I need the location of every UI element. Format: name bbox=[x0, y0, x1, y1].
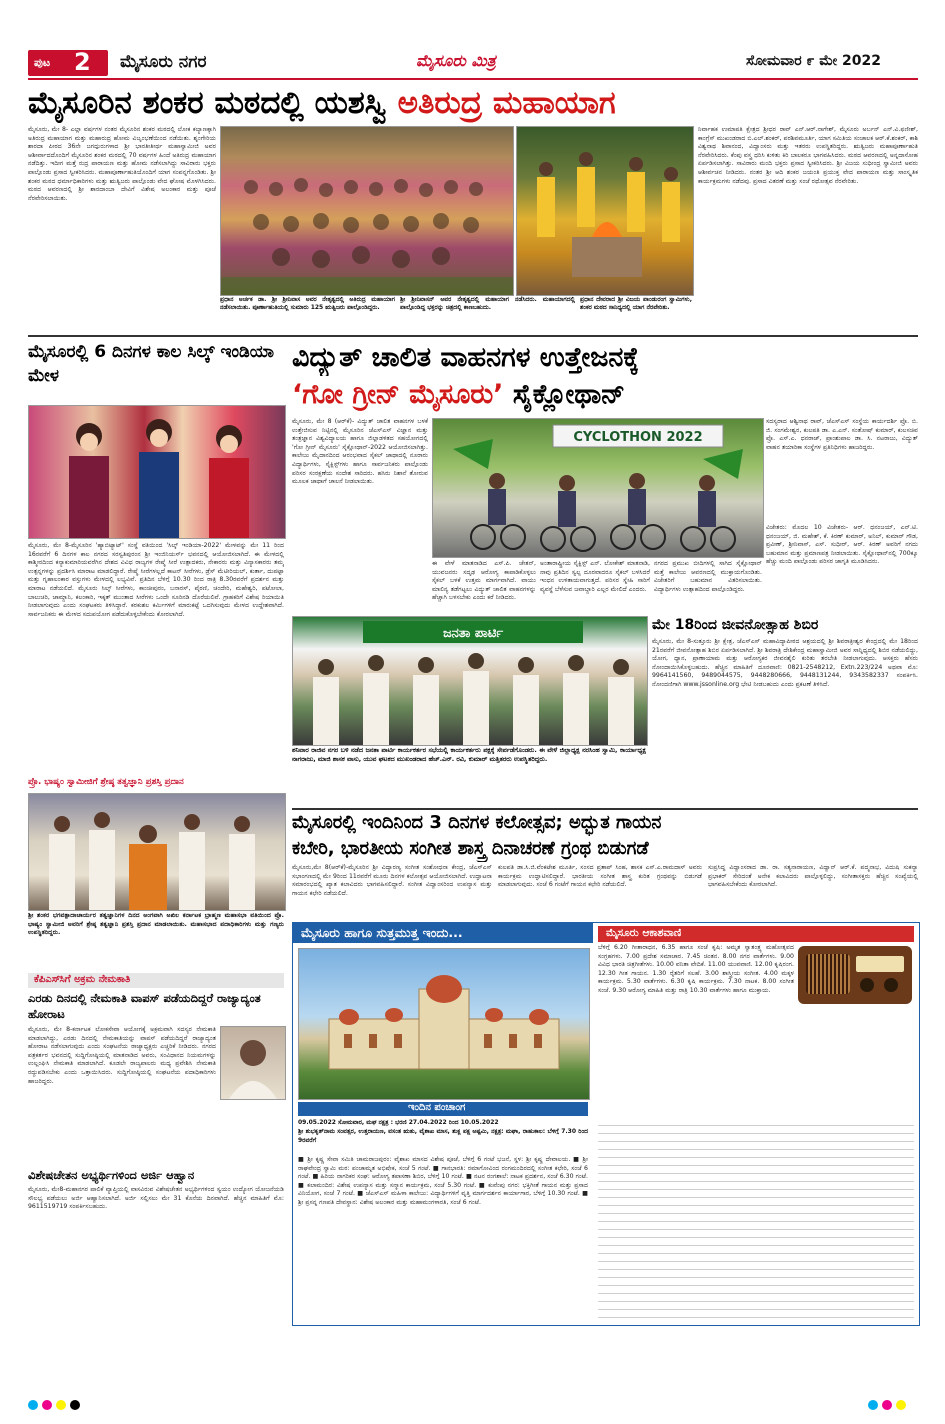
cyclo-headline-1: ವಿದ್ಯುತ್ ಚಾಲಿತ ವಾಹನಗಳ ಉತ್ತೇಜನಕ್ಕೆ bbox=[292, 342, 640, 373]
lead-headline-red: ಅತಿರುದ್ರ ಮಹಾಯಾಗ bbox=[397, 85, 616, 121]
lead-caption-2: ಶ್ರೀ ಶ್ರೀನಿವಾಸನ್ ಅವರ ನೇತೃತ್ವದಲ್ಲಿ ಮಹಾಯಾಗ ನಡೆಸಿದರು. ಮಹಾಯಾಗದಲ್ಲಿ ಪಾಲ್ಗೊಂಡಿದ್ದ ಭಕ್ತರನ್ನು ಚಿತ್ರದಲ್ಲಿ ಕಾಣಬಹುದು. bbox=[400, 296, 575, 312]
cyclists-illustration bbox=[433, 419, 763, 557]
homa-illustration bbox=[517, 127, 693, 295]
radio-speaker bbox=[806, 954, 850, 994]
akashvani-bar bbox=[598, 926, 914, 942]
kps-subhead: ವಿಶೇಷಚೇತನ ಅಭ್ಯರ್ಥಿಗಳಿಂದ ಅರ್ಜಿ ಆಹ್ವಾನ bbox=[28, 1168, 195, 1182]
cyclo-body-mid3: ನಗರದ ಪ್ರಮುಖ ಬೀದಿಗಳಲ್ಲಿ ಸಾಗಿದ ಸೈಕ್ಲೋಥಾನ್ ಮತ್ತೆ ಕಾಲೇಜು ಆವರಣದಲ್ಲಿ ಮುಕ್ತಾಯಗೊಂಡಿತು. ವಿಜೇತರಿಗೆ ಬಹುಮಾನ ವಿತರಿಸಲಾಯಿತು. ವಿದ್ಯಾರ್ಥಿಗಳು ಉತ್ಸಾಹದಿಂದ ಪಾಲ್ಗೊಂಡಿದ್ದರು. bbox=[654, 560, 762, 593]
panchanga-line2: ಶ್ರೀ ಶುಭಕೃತ್‌ನಾಮ ಸಂವತ್ಸರ, ಉತ್ತರಾಯಣ, ವಸಂತ ಋತು, ವೈಶಾಖ ಮಾಸ, ಶುಕ್ಲ ಪಕ್ಷ ಅಷ್ಟಮಿ, ನಕ್ಷತ್ರ: ಮಘಾ, ರಾಹುಕಾಲ: ಬೆಳಿಗ್ಗೆ 7.30 ರಿಂದ 9ರವರೆಗೆ bbox=[298, 1128, 588, 1144]
radio-dial bbox=[856, 956, 904, 972]
cyclothon-banner: CYCLOTHON 2022 bbox=[573, 430, 703, 445]
page-number: 2 bbox=[74, 48, 91, 76]
paper-name: ಮೈಸೂರು ಮಿತ್ರ bbox=[416, 51, 496, 70]
divider bbox=[28, 335, 918, 337]
felicitation-illustration bbox=[29, 794, 285, 910]
registration-strip bbox=[28, 1400, 918, 1410]
lead-body-right: ನಿರ್ವಾಹಕ ಉಮಾಪತಿ ಕ್ಷೇತ್ರದ ಶ್ರೀಧರ ರಾವ್ ಎನ್.ಆರ್.ನಾಗೇಶ್, ಮೈಸೂರು ಅರ್ಬನ್ ಎನ್.ವಿ.ಫಣೀಶ್, ಕಾಂಗ್ರೆಸ್ ಮುಖಂಡರಾದ ಬಿ.ಎಲ್.ಶಂಕರ್, ಪರಶಿವಮೂರ್ತಿ, ಯಾಗ ಸಮಿತಿಯ ಸಂಚಾಲಕ ಆರ್.ಕೆ.ಶಂಕರ್, ಕಾಶಿ ವಿಶ್ವನಾಥ ಶಿವಾನಂದ, ವಿದ್ವಾಂಸರು ಮತ್ತು ಇತರರು ಉಪಸ್ಥಿತರಿದ್ದರು. ಋತ್ವಿಜರು ಮಹಾಪೂರ್ಣಾಹುತಿ ನೆರವೇರಿಸಿದರು. ಕೆಂಪು ವಸ್ತ್ರ ಧರಿಸಿ ಕುಳಿತು ಕಿರಿ ಬಾಲಕರೂ ಭಾಗವಹಿಸಿದರು. ಮಠದ ಆವರಣದಲ್ಲಿ ಅನ್ನದಾಸೋಹ ಏರ್ಪಡಿಸಲಾಗಿತ್ತು. ಸಾವಿರಾರು ಮಂದಿ ಭಕ್ತರು ಪ್ರಸಾದ ಸ್ವೀಕರಿಸಿದರು. ಶ್ರೀ ವಿಜಯ ಸುಧೀಂದ್ರ ಸ್ವಾಮೀಜಿ ಅವರು ಆಶೀರ್ವಚನ ನೀಡಿದರು. ನಂತರ ಶ್ರೀ ಆದಿ ಶಂಕರ ಜಯಂತಿ ಪ್ರಯುಕ್ತ ವೇದ ಪಾರಾಯಣ ಮತ್ತು ಸಾಂಸ್ಕೃತಿಕ ಕಾರ್ಯಕ್ರಮಗಳು ನಡೆದವು. ಪ್ರಸಾದ ವಿತರಣೆ ಮತ್ತು ಸಂಜೆ ರಥೋತ್ಸವ ನೆರವೇರಿತು. bbox=[698, 126, 918, 185]
kaveri-body-2: ಕುಲಪತಿ ಡಾ.ಸಿ.ಜಿ.ವೆಂಕಟೇಶ ಮೂರ್ತಿ, ಸಂಸದ ಪ್ರತಾಪ್ ಸಿಂಹ, ಶಾಸಕ ಎಸ್.ಎ.ರಾಮದಾಸ್ ಅವರು ಕಾರ್ಯಕ್ರಮ ಉದ್ಘಾಟಿಸಲಿದ್ದಾರೆ. ಭಾರತೀಯ ಸಂಗೀತ ಶಾಸ್ತ್ರ ಕುರಿತ ಗ್ರಂಥವನ್ನು ಬಿಡುಗಡೆ ಮಾಡಲಾಗುವುದು. ಸಂಜೆ 6 ಗಂಟೆಗೆ ಗಾಯನ ಕಛೇರಿ ನಡೆಯಲಿದೆ. bbox=[498, 864, 702, 889]
camp-body: ಮೈಸೂರು, ಮೇ 8-ಸುತ್ತೂರು ಶ್ರೀ ಕ್ಷೇತ್ರ, ಜೆಎಸ್‌ಎಸ್ ಮಹಾವಿದ್ಯಾಪೀಠದ ಆಶ್ರಯದಲ್ಲಿ ಶ್ರೀ ಶಿವರಾತ್ರೀಶ್ವರ ಕೇಂದ್ರದಲ್ಲಿ ಮೇ 18ರಿಂದ 21ರವರೆಗೆ ಜೀವನೋತ್ಸಾಹ ಶಿಬಿರ ಏರ್ಪಡಿಸಲಾಗಿದೆ. ಶ್ರೀ ಶಿವರಾತ್ರಿ ದೇಶಿಕೇಂದ್ರ ಮಹಾಸ್ವಾಮೀಜಿ ಅವರ ಸಾನ್ನಿಧ್ಯದಲ್ಲಿ ಶಿಬಿರ ನಡೆಯಲಿದ್ದು, ಯೋಗ, ಧ್ಯಾನ, ಪ್ರಾಣಾಯಾಮ ಮತ್ತು ಆರೋಗ್ಯಕರ ಜೀವನಶೈಲಿ ಕುರಿತು ತರಬೇತಿ ನೀಡಲಾಗುವುದು. ಆಸಕ್ತರು ಹೆಸರು ನೋಂದಾಯಿಸಿಕೊಳ್ಳಬಹುದು. ಹೆಚ್ಚಿನ ಮಾಹಿತಿಗೆ ದೂರವಾಣಿ: 0821-2548212, Extn.223/224 ಅಥವಾ ಮೊ: 9964141560, 9489044575, 9448280666, 9448131244, 9343582337 ಸಂಪರ್ಕಿಸಿ. ನೋಂದಣಿಗಾಗಿ www.jssonline.org ಭೇಟಿ ನೀಡಬಹುದು ಎಂದು ಪ್ರಕಟಣೆ ತಿಳಿಸಿದೆ. bbox=[652, 638, 918, 688]
party-banner: ಜನತಾ ಪಾರ್ಟಿ bbox=[442, 626, 504, 641]
palace-illustration bbox=[299, 949, 589, 1099]
panchanga-title-bar bbox=[298, 1102, 588, 1116]
kaveri-body-1: ಮೈಸೂರು,ಮೇ 8(ಆರ್‌ಕೆ)-ಮೈಸೂರಿನ ಶ್ರೀ ವಿದ್ಯಾರಣ್ಯ ಸಂಗೀತ ಸಂಶೋಧನಾ ಕೇಂದ್ರ, ಜೆಎಸ್‌ಎಸ್ ಸಭಾಂಗಣದಲ್ಲಿ ಮೇ 9ರಿಂದ 11ರವರೆಗೆ ಮೂರು ದಿನಗಳ ಕಲೋತ್ಸವ ಆಯೋಜಿಸಲಾಗಿದೆ. ಉದ್ಘಾಟನಾ ಸಮಾರಂಭದಲ್ಲಿ ಖ್ಯಾತ ಕಲಾವಿದರು ಭಾಗವಹಿಸಲಿದ್ದಾರೆ. ಸಂಗೀತ ವಿದ್ವಾಂಸರಿಂದ ಉಪನ್ಯಾಸ ಮತ್ತು ಗಾಯನ ಕಛೇರಿ ನಡೆಯಲಿದೆ. bbox=[292, 864, 492, 897]
lead-headline-black: ಮೈಸೂರಿನ ಶಂಕರ ಮಠದಲ್ಲಿ ಯಶಸ್ವಿ bbox=[28, 85, 387, 121]
color-swatch-cyan bbox=[28, 1400, 38, 1410]
cyclo-winners: ವಿಜೇತರು: ಮೊದಲ 10 ವಿಜೇತರು- ಆರ್. ಧನಂಜಯ್, ಎನ್.ಟಿ. ಧನಂಜಯ್, ಜಿ. ಮಹೇಶ್, ಕೆ. ಕಿರಣ್ ಕುಮಾರ್, ಅನಿಲ್, ಕುಮಾರ್ ಗೌಡ, ಪ್ರವೀಣ್, ಶ್ರೀನಿವಾಸ್, ಎಸ್. ಸುಧೀರ್, ಆರ್. ಕಿರಣ್ ಅವರಿಗೆ ನಗದು ಬಹುಮಾನ ಮತ್ತು ಪ್ರಮಾಣಪತ್ರ ನೀಡಲಾಯಿತು. ಸೈಕ್ಲೋಥಾನ್‌ನಲ್ಲಿ 700ಕ್ಕೂ ಹೆಚ್ಚು ಮಂದಿ ಪಾಲ್ಗೊಂಡು ಪರಿಸರ ಜಾಗೃತಿ ಮೂಡಿಸಿದರು. bbox=[766, 524, 918, 566]
jds-photo bbox=[292, 616, 648, 746]
radio-knob-right bbox=[884, 978, 898, 992]
cyclo-headline-quote: ‘ಗೋ ಗ್ರೀನ್ ಮೈಸೂರು’ bbox=[292, 379, 504, 410]
models-illustration bbox=[29, 406, 285, 538]
cyclo-body-mid2: ಅಂತಾರಾಷ್ಟ್ರೀಯ ಸೈಕ್ಲಿಸ್ಟ್ ಎನ್. ಲೋಕೇಶ್ ಮಾತನಾಡಿ, ನಾವು ಪ್ರತಿದಿನ ಸ್ವಲ್ಪ ದೂರವಾದರೂ ಸೈಕಲ್ ಬಳಸಿದರೆ ಇಂಧನ ಉಳಿತಾಯವಾಗುತ್ತದೆ. ಪರಿಸರ ಸ್ನೇಹಿ ಸಾರಿಗೆ ವ್ಯವಸ್ಥೆ ಬೆಳೆಸುವ ಜವಾಬ್ದಾರಿ ಎಲ್ಲರ ಮೇಲಿದೆ ಎಂದರು. bbox=[540, 560, 650, 593]
color-swatch-magenta bbox=[42, 1400, 52, 1410]
cyclo-photo bbox=[432, 418, 764, 558]
today-events-right bbox=[598, 1122, 914, 1320]
kps-kicker-bar bbox=[28, 973, 284, 988]
color-swatch-yellow-r bbox=[896, 1400, 906, 1410]
kps-kicker: ಕೆಪಿಎಸ್‍ಸಿಗೆ ಅಕ್ರಮ ನೇಮಕಾತಿ bbox=[34, 974, 131, 985]
award-line: ಪ್ರೊ. ಭಾಷ್ಯಂ ಸ್ವಾಮೀಜಿಗೆ ಶ್ರೇಷ್ಠ ತತ್ವಜ್ಞಾನಿ ಪ್ರಶಸ್ತಿ ಪ್ರದಾನ bbox=[28, 777, 184, 787]
lead-body-left: ಮೈಸೂರು, ಮೇ 8- ಎಲ್ಲಾ ವರ್ಷಗಳ ನಂತರ ಮೈಸೂರಿನ ಶಂಕರ ಮಠದಲ್ಲಿ ಲೋಕ ಕಲ್ಯಾಣಕ್ಕಾಗಿ ಅತಿರುದ್ರ ಮಹಾಯಾಗ ಮತ್ತು ಮಹಾರುದ್ರ ಹೋಮ ವಿಜೃಂಭಣೆಯಿಂದ ನಡೆಯಿತು. ಶೃಂಗೇರಿಯ ಶಾರದಾ ಪೀಠದ 36ನೇ ಜಗದ್ಗುರುಗಳಾದ ಶ್ರೀ ಭಾರತೀತೀರ್ಥ ಮಹಾಸ್ವಾಮೀಜಿ ಅವರ ಆಶೀರ್ವಾದದೊಂದಿಗೆ ಮೈಸೂರಿನ ಶಂಕರ ಮಠದಲ್ಲಿ 70 ವರ್ಷಗಳ ಹಿಂದೆ ಅತಿರುದ್ರ ಮಹಾಯಾಗ ನಡೆದಿತ್ತು. ಇದೀಗ ಮತ್ತೆ ರುದ್ರ ಪಾರಾಯಣ ಮತ್ತು ಹೋಮ ನಡೆಸಲಾಗಿದ್ದು ಸಾವಿರಾರು ಭಕ್ತರು ಪಾಲ್ಗೊಂಡು ಪ್ರಸಾದ ಸ್ವೀಕರಿಸಿದರು. ಮಹಾಪೂರ್ಣಾಹುತಿಯೊಂದಿಗೆ ಯಾಗ ಸಂಪನ್ನಗೊಂಡಿತು. ಶ್ರೀ ಶಂಕರ ಮಠದ ಧರ್ಮಾಧಿಕಾರಿಗಳು ಮತ್ತು ಋತ್ವಿಜರು ಪಾಲ್ಗೊಂಡು ವೇದ ಘೋಷ ಮೊಳಗಿಸಿದರು. ಮಠದ ಆವರಣದಲ್ಲಿ ಶ್ರೀ ಶಾರದಾಂಬಾ ದೇವಿಗೆ ವಿಶೇಷ ಅಲಂಕಾರ ಮತ್ತು ಪೂಜೆ ನೆರವೇರಿಸಲಾಯಿತು. bbox=[28, 126, 216, 202]
kaveri-headline-2: ಕಬೇರಿ, ಭಾರತೀಯ ಸಂಗೀತ ಶಾಸ್ತ್ರ ದಿನಾಚರಣೆ ಗ್ರಂಥ ಬಿಡುಗಡೆ bbox=[292, 838, 649, 859]
section-name: ಮೈಸೂರು ನಗರ bbox=[120, 52, 207, 72]
palace-photo bbox=[298, 948, 590, 1100]
award-photo bbox=[28, 793, 286, 911]
today-events: ■ ಶ್ರೀ ಕೃಷ್ಣ ಸೇವಾ ಸಮಿತಿ ಚಾಮರಾಜಪುರಂ: ವೈಶಾಖ ಮಾಸದ ವಿಶೇಷ ಪೂಜೆ, ಬೆಳಿಗ್ಗೆ 6 ಗಂಟೆ ಭಜನೆ, ಸ್ಥಳ: ಶ್ರೀ ಕೃಷ್ಣ ದೇವಾಲಯ. ■ ಶ್ರೀ ರಾಘವೇಂದ್ರ ಸ್ವಾಮಿ ಮಠ: ಪಂಚಾಮೃತ ಅಭಿಷೇಕ, ಸಂಜೆ 5 ಗಂಟೆ. ■ ಗಾನಭಾರತಿ: ರಮಾಗೋವಿಂದ ರಂಗಮಂದಿರದಲ್ಲಿ ಸಂಗೀತ ಕಛೇರಿ, ಸಂಜೆ 6 ಗಂಟೆ. ■ ಹಿರಿಯ ನಾಗರಿಕರ ಸಂಘ: ಆರೋಗ್ಯ ತಪಾಸಣಾ ಶಿಬಿರ, ಬೆಳಿಗ್ಗೆ 10 ಗಂಟೆ. ■ ನಟನ ರಂಗಶಾಲೆ: ನಾಟಕ ಪ್ರದರ್ಶನ, ಸಂಜೆ 6.30 ಗಂಟೆ. ■ ಕಲಾಮಂದಿರ: ವಿಶೇಷ ಉಪನ್ಯಾಸ ಮತ್ತು ಸನ್ಮಾನ ಕಾರ್ಯಕ್ರಮ, ಸಂಜೆ 5.30 ಗಂಟೆ. ■ ಕುವೆಂಪು ನಗರ: ಭಕ್ತಿಗೀತೆ ಗಾಯನ ಮತ್ತು ಪ್ರಸಾದ ವಿನಿಯೋಗ, ಸಂಜೆ 7 ಗಂಟೆ. ■ ಜೆಎಸ್‌ಎಸ್ ಮಹಿಳಾ ಕಾಲೇಜು: ವಿದ್ಯಾರ್ಥಿಗಳಿಗೆ ವೃತ್ತಿ ಮಾರ್ಗದರ್ಶನ ಕಾರ್ಯಾಗಾರ, ಬೆಳಿಗ್ಗೆ 10.30 ಗಂಟೆ. ■ ಶ್ರೀ ಪ್ರಸನ್ನ ಗಣಪತಿ ದೇವಸ್ಥಾನ: ವಿಶೇಷ ಅಲಂಕಾರ ಮತ್ತು ಮಹಾಮಂಗಳಾರತಿ, ಸಂಜೆ 6 ಗಂಟೆ. bbox=[298, 1156, 588, 1206]
kaveri-body-3: ಸುಪ್ರಸಿದ್ಧ ವಿದ್ವಾಂಸರಾದ ಡಾ. ರಾ. ಸತ್ಯನಾರಾಯಣ, ವಿದ್ವಾನ್ ಆರ್.ಕೆ. ಪದ್ಮನಾಭ, ವಿದುಷಿ ಸುಕನ್ಯಾ ಪ್ರಭಾಕರ್ ಸೇರಿದಂತೆ ಅನೇಕ ಕಲಾವಿದರು ಪಾಲ್ಗೊಳ್ಳಲಿದ್ದು, ಸಂಗೀತಾಸಕ್ತರು ಹೆಚ್ಚಿನ ಸಂಖ್ಯೆಯಲ್ಲಿ ಭಾಗವಹಿಸಬೇಕೆಂದು ಕೋರಲಾಗಿದೆ. bbox=[708, 864, 918, 889]
panchanga-title: ಇಂದಿನ ಪಂಚಾಂಗ bbox=[408, 1102, 466, 1113]
color-swatch-magenta-r bbox=[882, 1400, 892, 1410]
color-swatch-yellow bbox=[56, 1400, 66, 1410]
kps-headline: ಎರಡು ದಿನದಲ್ಲಿ ನೇಮಕಾತಿ ವಾಪಸ್ ಪಡೆಯದಿದ್ದರೆ ರಾಜ್ಯಾದ್ಯಂತ ಹೋರಾಟ bbox=[28, 991, 261, 1021]
kps-body-left: ಮೈಸೂರು, ಮೇ 8-ಕರ್ನಾಟಕ ಲೋಕಸೇವಾ ಆಯೋಗಕ್ಕೆ ಅಕ್ರಮವಾಗಿ ಸದಸ್ಯರ ನೇಮಕಾತಿ ಮಾಡಲಾಗಿದ್ದು, ಎರಡು ದಿನದಲ್ಲಿ ನೇಮಕಾತಿಯನ್ನು ವಾಪಸ್ ಪಡೆಯದಿದ್ದರೆ ರಾಜ್ಯಾದ್ಯಂತ ಹೋರಾಟ ನಡೆಸಲಾಗುವುದು ಎಂದು ಸಂಘಟನೆಯ ರಾಜ್ಯಾಧ್ಯಕ್ಷರು ಎಚ್ಚರಿಕೆ ನೀಡಿದರು. ನಗರದ ಪತ್ರಕರ್ತರ ಭವನದಲ್ಲಿ ಸುದ್ದಿಗೋಷ್ಠಿಯಲ್ಲಿ ಮಾತನಾಡಿದ ಅವರು, ಸಂವಿಧಾನದ ನಿಯಮಗಳನ್ನು ಉಲ್ಲಂಘಿಸಿ ನೇಮಕಾತಿ ಮಾಡಲಾಗಿದೆ. ಕೂಡಲೇ ರಾಜ್ಯಪಾಲರು ಮಧ್ಯ ಪ್ರವೇಶಿಸಿ ನೇಮಕಾತಿ ರದ್ದುಪಡಿಸಬೇಕು ಎಂದು ಒತ್ತಾಯಿಸಿದರು. ಸುದ್ದಿಗೋಷ್ಠಿಯಲ್ಲಿ ಸಂಘಟನೆಯ ಪದಾಧಿಕಾರಿಗಳು ಹಾಜರಿದ್ದರು. bbox=[28, 1026, 216, 1085]
color-swatch-cyan-r bbox=[868, 1400, 878, 1410]
cyclo-headline-tail: ಸೈಕ್ಲೋಥಾನ್ bbox=[512, 379, 625, 410]
panchanga-line1: 09.05.2022 ಸೋಮವಾರ, ಮಘ ನಕ್ಷತ್ರ : ಭರಣಿ 27.04.2022 ರಿಂದ 10.05.2022 bbox=[298, 1119, 499, 1126]
masthead bbox=[28, 48, 918, 80]
akashvani-body: ಬೆಳಿಗ್ಗೆ 6.20 ಗೀತಾರಾಧನ, 6.35 ಹಾಗೂ ಸಂಜೆ ಕೃಷಿ: ಅಮೃತ ಸ್ವಾತಂತ್ರ್ಯ ಮಹೋತ್ಸವದ ಸಂಗ್ರಹಗಳು. 7.00 ಪ್ರದೇಶ ಸಮಾಚಾರ. 7.45 ಚಿಂತನ. 8.00 ನಗರ ವಾರ್ತೆಗಳು. 9.00 ವಿವಿಧ ಭಾರತಿ ಚಿತ್ರಗೀತೆಗಳು. 10.00 ವನಿತಾ ವೇದಿಕೆ. 11.00 ಯುವವಾಣಿ. 12.00 ಕೃಷಿರಂಗ. 12.30 ಗೀತ ಗಾಯನ. 1.30 ರೈತರಿಗೆ ಸಲಹೆ. 3.00 ಶಾಸ್ತ್ರೀಯ ಸಂಗೀತ. 4.00 ಮಕ್ಕಳ ಕಾರ್ಯಕ್ರಮ. 5.30 ವಾರ್ತೆಗಳು. 6.30 ಕೃಷಿ ಕಾರ್ಯಕ್ರಮ. 7.30 ನಾಟಕ. 8.00 ಸಂಗೀತ ಸಂಜೆ. 9.30 ಆರೋಗ್ಯ ಮಾಹಿತಿ ಮತ್ತು ರಾತ್ರಿ 10.30 ವಾರ್ತೆಗಳು ಹಾಗೂ ಮುಕ್ತಾಯ. bbox=[598, 944, 794, 994]
lead-photo-ritual bbox=[516, 126, 694, 296]
silk-photo bbox=[28, 405, 286, 539]
lead-photo-crowd bbox=[220, 126, 514, 296]
party-event-illustration bbox=[293, 617, 647, 745]
lead-headline bbox=[28, 82, 918, 124]
today-header-bar bbox=[293, 923, 593, 943]
silk-headline: ಮೈಸೂರಲ್ಲಿ 6 ದಿನಗಳ ಕಾಲ ಸಿಲ್ಕ್ ಇಂಡಿಯಾ ಮೇಳ bbox=[28, 342, 274, 386]
page-word: ಪುಟ bbox=[34, 56, 51, 69]
silk-body: ಮೈಸೂರು, ಮೇ 8-ಮೈಸೂರಿನ 'ಹ್ಯಾಬಿಟ್ಯಾಟ್' ಸಂಸ್ಥೆ ವತಿಯಿಂದ 'ಸಿಲ್ಕ್ ಇಂಡಿಯಾ-2022' ಮೇಳವನ್ನು ಮೇ 11 ರಿಂದ 16ರವರೆಗೆ 6 ದಿನಗಳ ಕಾಲ ನಗರದ ಸರಸ್ವತಿಪುರಂನ ಶ್ರೀ ಇಂಜಿನಿಯರ್ಸ್ ಭವನದಲ್ಲಿ ಆಯೋಜಿಸಲಾಗಿದೆ. ಈ ಮೇಳದಲ್ಲಿ ಕಾಶ್ಮೀರದಿಂದ ಕನ್ಯಾಕುಮಾರಿಯವರೆಗಿನ ದೇಶದ ವಿವಿಧ ರಾಜ್ಯಗಳ ರೇಷ್ಮೆ ಸೀರೆ ಉತ್ಪಾದಕರು, ನೇಕಾರರು ಮತ್ತು ವಿನ್ಯಾಸಕಾರರು ತಮ್ಮ ಉತ್ಪನ್ನಗಳನ್ನು ಪ್ರದರ್ಶಿಸಿ ಮಾರಾಟ ಮಾಡಲಿದ್ದಾರೆ. ರೇಷ್ಮೆ ಸೀರೆಗಳಲ್ಲದೆ ಕಾಟನ್ ಸೀರೆಗಳು, ಡ್ರೆಸ್ ಮೆಟೀರಿಯಲ್, ಕುರ್ತಾ, ದುಪಟ್ಟಾ ಮತ್ತು ಗೃಹಾಲಂಕಾರ ವಸ್ತುಗಳು ಮೇಳದಲ್ಲಿ ಲಭ್ಯವಿವೆ. ಪ್ರತಿದಿನ ಬೆಳಿಗ್ಗೆ 10.30 ರಿಂದ ರಾತ್ರಿ 8.30ರವರೆಗೆ ಪ್ರದರ್ಶನ ಮತ್ತು ಮಾರಾಟ ನಡೆಯಲಿದೆ. ಮೈಸೂರು ಸಿಲ್ಕ್ ಸೀರೆಗಳು, ಕಾಂಚೀಪುರಂ, ಬನಾರಸ್, ಪೈಠಣಿ, ಚಂದೇರಿ, ಮಹೇಶ್ವರಿ, ಪಟೋಲಾ, ಬಾಲುಚರಿ, ಜಾಮ್ದಾನಿ, ಕಲಂಕಾರಿ, ಇಕ್ಕತ್ ಮುಂತಾದ ಸೀರೆಗಳು ಒಂದೇ ಸೂರಿನಡಿ ದೊರೆಯಲಿವೆ. ಗ್ರಾಹಕರಿಗೆ ವಿಶೇಷ ರಿಯಾಯಿತಿ ನೀಡಲಾಗುವುದು ಎಂದು ಸಂಘಟಕರು ತಿಳಿಸಿದ್ದಾರೆ. ಕರಕುಶಲ ಕರ್ಮಿಗಳಿಗೆ ಮಾರುಕಟ್ಟೆ ಒದಗಿಸುವುದು ಮೇಳದ ಉದ್ದೇಶವಾಗಿದೆ. ಸಾರ್ವಜನಿಕರು ಈ ಮೇಳದ ಸದುಪಯೋಗ ಪಡೆದುಕೊಳ್ಳಬೇಕೆಂದು ಕೋರಲಾಗಿದೆ. bbox=[28, 542, 284, 618]
page-number-box bbox=[28, 50, 108, 76]
kps-sub-body: ಮೈಸೂರು, ಮೇ8-ಮಹಾನಗರ ಪಾಲಿಕೆ ವ್ಯಾಪ್ತಿಯಲ್ಲಿ ವಾಸವಿರುವ ವಿಶೇಷಚೇತನ ಅಭ್ಯರ್ಥಿಗಳಿಂದ ಸ್ವಯಂ ಉದ್ಯೋಗ ಯೋಜನೆಯಡಿ ಸೌಲಭ್ಯ ಪಡೆಯಲು ಅರ್ಜಿ ಆಹ್ವಾನಿಸಲಾಗಿದೆ. ಅರ್ಜಿ ಸಲ್ಲಿಸಲು ಮೇ 31 ಕೊನೆಯ ದಿನವಾಗಿದೆ. ಹೆಚ್ಚಿನ ಮಾಹಿತಿಗೆ ಮೊ: 9611519719 ಸಂಪರ್ಕಿಸಬಹುದು. bbox=[28, 1186, 284, 1211]
cyclo-body-right: ಸದಸ್ಯರಾದ ಆಶ್ವಿನಾಥ ರಾವ್, ಜೆಎಸ್‌ಎಸ್ ಸಂಸ್ಥೆಯ ಕಾರ್ಯದರ್ಶಿ ಪ್ರೊ. ಬಿ. ಜಿ. ಸಂಗಮೇಶ್ವರ, ಕುಲಪತಿ ಡಾ. ಎ.ಎನ್. ಸಂತೋಷ್ ಕುಮಾರ್, ಕುಲಸಚಿವ ಪ್ರೊ. ಎಸ್.ಎ. ಧನರಾಜ್, ಪ್ರಾಂಶುಪಾಲ ಡಾ. ಸಿ. ನಟರಾಜು, ವಿದ್ಯುತ್ ವಾಹನ ತಯಾರಿಕಾ ಸಂಸ್ಥೆಗಳ ಪ್ರತಿನಿಧಿಗಳು ಹಾಜರಿದ್ದರು. bbox=[766, 418, 918, 451]
akashvani-title: ಮೈಸೂರು ಆಕಾಶವಾಣಿ bbox=[606, 927, 682, 939]
award-caption: ಶ್ರೀ ಶಂಕರ ಭಗವತ್ಪಾದಾಚಾರ್ಯರ ತತ್ವಜ್ಞಾನಿಗಳ ದಿನದ ಅಂಗವಾಗಿ ಅಖಿಲ ಕರ್ನಾಟಕ ಬ್ರಾಹ್ಮಣ ಮಹಾಸಭಾ ವತಿಯಿಂದ ಪ್ರೊ. ಭಾಷ್ಯಂ ಸ್ವಾಮೀಜಿ ಅವರಿಗೆ ಶ್ರೇಷ್ಠ ತತ್ವಜ್ಞಾನಿ ಪ್ರಶಸ್ತಿ ಪ್ರದಾನ ಮಾಡಲಾಯಿತು. ಮಹಾಸಭಾದ ಪದಾಧಿಕಾರಿಗಳು ಮತ್ತು ಗಣ್ಯರು ಉಪಸ್ಥಿತರಿದ್ದರು. bbox=[28, 912, 284, 937]
cyclo-body-left: ಮೈಸೂರು, ಮೇ 8 (ಆರ್‌ಕೆ)- ವಿದ್ಯುತ್ ಚಾಲಿತ ವಾಹನಗಳ ಬಳಕೆ ಉತ್ತೇಜಿಸುವ ನಿಟ್ಟಿನಲ್ಲಿ ಮೈಸೂರಿನ ಜೆಎಸ್‌ಎಸ್ ವಿಜ್ಞಾನ ಮತ್ತು ತಂತ್ರಜ್ಞಾನ ವಿಶ್ವವಿದ್ಯಾಲಯ ಹಾಗೂ ಜಿಲ್ಲಾಡಳಿತದ ಸಹಯೋಗದಲ್ಲಿ 'ಗೋ ಗ್ರೀನ್ ಮೈಸೂರು' ಸೈಕ್ಲೋಥಾನ್-2022 ಆಯೋಜಿಸಲಾಗಿತ್ತು. ಕಾಲೇಜು ಮೈದಾನದಿಂದ ಆರಂಭವಾದ ಸೈಕಲ್ ಜಾಥಾದಲ್ಲಿ ನೂರಾರು ವಿದ್ಯಾರ್ಥಿಗಳು, ಸೈಕ್ಲಿಸ್ಟ್‌ಗಳು ಹಾಗೂ ಸಾರ್ವಜನಿಕರು ಪಾಲ್ಗೊಂಡು ಪರಿಸರ ಸಂರಕ್ಷಣೆಯ ಸಂದೇಶ ಸಾರಿದರು. ಹಸಿರು ನಿಶಾನೆ ತೋರುವ ಮೂಲಕ ಜಾಥಾಗೆ ಚಾಲನೆ ನೀಡಲಾಯಿತು. bbox=[292, 418, 428, 486]
kaveri-headline-1: ಮೈಸೂರಲ್ಲಿ ಇಂದಿನಿಂದ 3 ದಿನಗಳ ಕಲೋತ್ಸವ; ಅದ್ಭುತ ಗಾಯನ bbox=[292, 812, 662, 833]
jds-caption: ಶನಿವಾರ ರಾಜಿವ ನಗರ ಬಳಿ ನಡೆದ ಜನತಾ ಪಾರ್ಟಿ ಕಾರ್ಯಕರ್ತರ ಸಭೆಯಲ್ಲಿ ಕಾರ್ಯಕರ್ತರು ಪಕ್ಷಕ್ಕೆ ಸೇರ್ಪಡೆಗೊಂಡರು. ಈ ವೇಳೆ ಜಿಲ್ಲಾಧ್ಯಕ್ಷ ನರಸಿಂಹ ಸ್ವಾಮಿ, ಕಾರ್ಯಾಧ್ಯಕ್ಷ ನಾಗರಾಜು, ಮಾಜಿ ಶಾಸಕ ವಾಸು, ಯುವ ಘಟಕದ ಮುಖಂಡರಾದ ಹೆಚ್.ಎನ್. ರವಿ, ಕುಮಾರ್ ಮತ್ತಿತರರು ಉಪಸ್ಥಿತರಿದ್ದರು. bbox=[292, 746, 646, 763]
lead-caption-1: ಪ್ರಧಾನ ಅರ್ಚಕ ಡಾ. ಶ್ರೀ ಶ್ರೀನಿವಾಸ ಅವರ ನೇತೃತ್ವದಲ್ಲಿ ಅತಿರುದ್ರ ಮಹಾಯಾಗ ನಡೆಸಲಾಯಿತು. ಪೂರ್ಣಾಹುತಿಯಲ್ಲಿ ಸುಮಾರು 125 ಋತ್ವಿಜರು ಪಾಲ್ಗೊಂಡಿದ್ದರು. bbox=[220, 296, 395, 312]
radio-knob-left bbox=[860, 978, 874, 992]
cyclo-headline-2 bbox=[292, 376, 918, 414]
radio-icon bbox=[798, 946, 912, 1004]
lead-caption-3: ಪ್ರಧಾನ ದೇವರಾದ ಶ್ರೀ ವಿಜಯ ಪಾಂಡುರಂಗ ಸ್ವಾಮಿಗಳು, ಶಂಕರ ಮಠದ ಸಾನಿಧ್ಯದಲ್ಲಿ ಯಾಗ ನೆರವೇರಿತು. bbox=[580, 296, 692, 312]
issue-date: ಸೋಮವಾರ ೯ ಮೇ 2022 bbox=[746, 53, 881, 69]
kps-portrait bbox=[220, 1026, 286, 1100]
crowd-illustration bbox=[221, 127, 513, 295]
cyclo-body-mid1: ಈ ವೇಳೆ ಮಾತನಾಡಿದ ಎಸ್.ಪಿ. ಚೇತನ್, ಯುವಜನರು ಸದೃಢ ಆರೋಗ್ಯ ಕಾಪಾಡಿಕೊಳ್ಳಲು ಸೈಕಲ್ ಬಳಕೆ ಉತ್ತಮ ಮಾರ್ಗವಾಗಿದೆ. ವಾಯು ಮಾಲಿನ್ಯ ತಡೆಗಟ್ಟಲು ವಿದ್ಯುತ್ ಚಾಲಿತ ವಾಹನಗಳನ್ನು ಹೆಚ್ಚಾಗಿ ಬಳಸಬೇಕು ಎಂದು ಕರೆ ನೀಡಿದರು. bbox=[432, 560, 536, 602]
person-icon bbox=[221, 1027, 285, 1099]
camp-headline: ಮೇ 18ರಿಂದ ಜೀವನೋತ್ಸಾಹ ಶಿಬಿರ bbox=[652, 617, 819, 633]
today-header: ಮೈಸೂರು ಹಾಗೂ ಸುತ್ತಮುತ್ತ ಇಂದು... bbox=[301, 925, 463, 940]
color-swatch-black bbox=[70, 1400, 80, 1410]
